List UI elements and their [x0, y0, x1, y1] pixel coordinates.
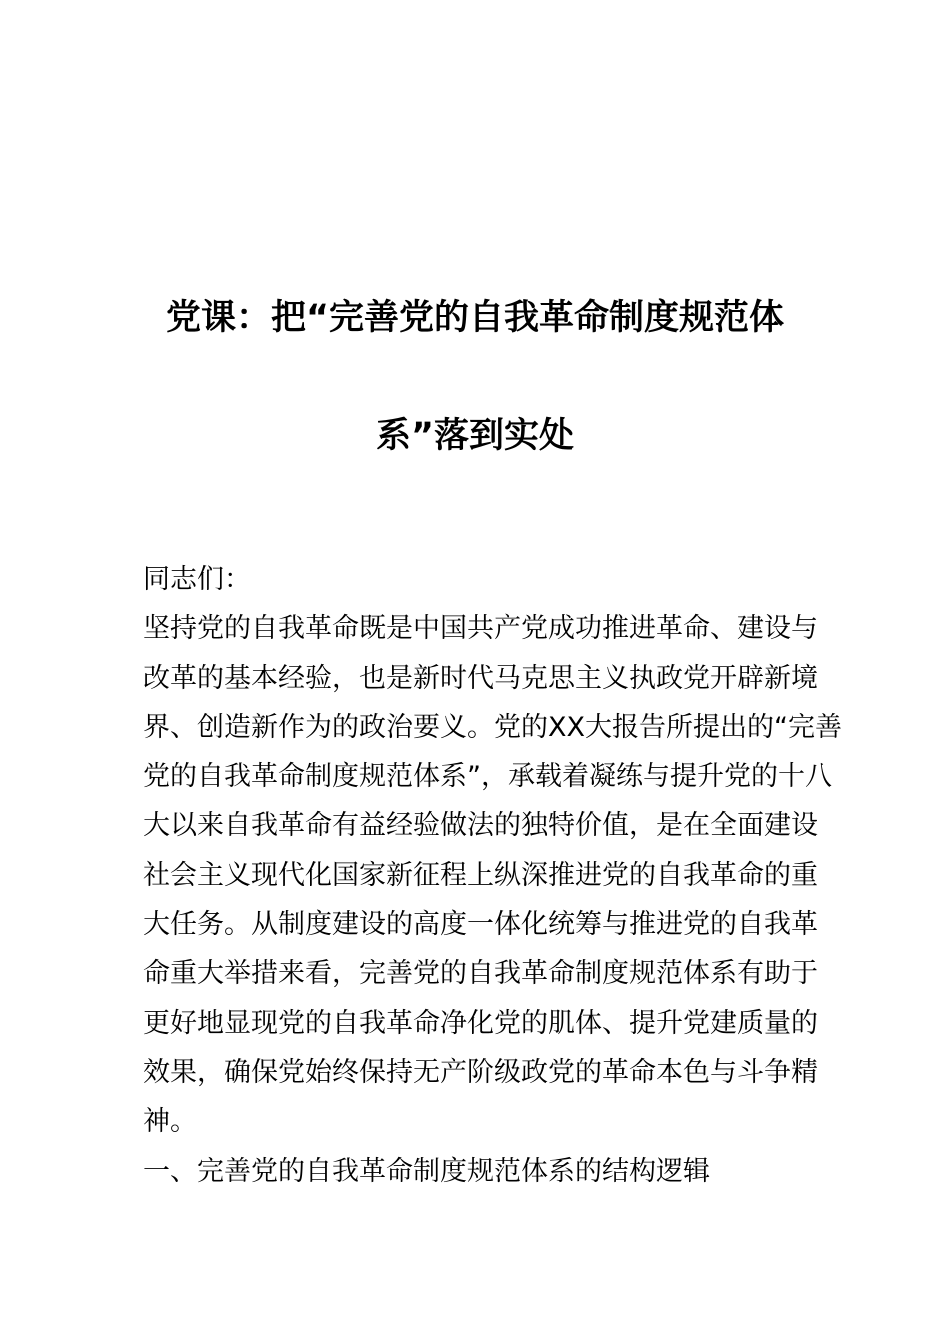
- salutation: 同志们：: [143, 564, 251, 595]
- paragraph-line: 社会主义现代化国家新征程上纵深推进党的自我革命的重: [143, 859, 818, 891]
- document-title-line-2: 系”落到实处: [375, 416, 574, 456]
- paragraph-line: 效果，确保党始终保持无产阶级政党的革命本色与斗争精: [143, 1056, 818, 1088]
- paragraph-line: 更好地显现党的自我革命净化党的肌体、提升党建质量的: [143, 1007, 818, 1039]
- paragraph-line: 界、创造新作为的政治要义。党的XX大报告所提出的“完善: [143, 711, 842, 743]
- paragraph-line: 大以来自我革命有益经验做法的独特价值，是在全面建设: [143, 810, 818, 842]
- paragraph-line: 神。: [143, 1106, 197, 1138]
- paragraph-line: 命重大举措来看，完善党的自我革命制度规范体系有助于: [143, 958, 818, 990]
- paragraph-line: 坚持党的自我革命既是中国共产党成功推进革命、建设与: [143, 613, 818, 645]
- section-heading: 一、完善党的自我革命制度规范体系的结构逻辑: [143, 1155, 710, 1187]
- paragraph-line: 大任务。从制度建设的高度一体化统筹与推进党的自我革: [143, 909, 818, 941]
- document-body: [143, 555, 842, 1196]
- document-title-line-1: 党课：把“完善党的自我革命制度规范体: [165, 298, 784, 338]
- paragraph-line: 党的自我革命制度规范体系”，承载着凝练与提升党的十八: [143, 761, 832, 793]
- paragraph-line: 改革的基本经验，也是新时代马克思主义执政党开辟新境: [143, 662, 818, 694]
